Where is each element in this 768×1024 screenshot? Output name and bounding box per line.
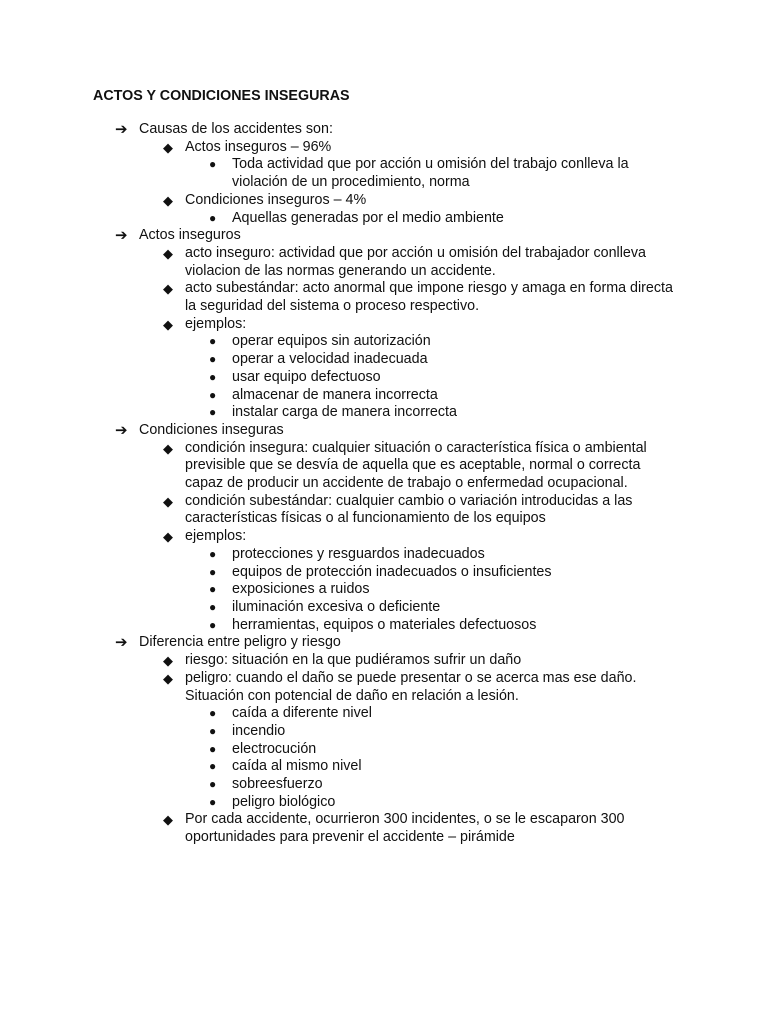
diamond-icon: ◆	[163, 316, 173, 332]
diamond-icon: ◆	[163, 192, 173, 208]
list-item	[0, 245, 768, 280]
detail-item-row	[0, 210, 652, 228]
list-item	[0, 652, 768, 670]
list-item	[0, 528, 768, 634]
detail-item-row	[0, 741, 652, 759]
detail-item	[0, 776, 768, 794]
detail-list	[0, 705, 768, 811]
detail-item-row-text: Aquellas generadas por el medio ambiente	[232, 209, 504, 226]
dot-icon: ●	[209, 157, 217, 172]
dot-icon: ●	[209, 405, 217, 420]
dot-icon: ●	[209, 723, 217, 738]
diamond-icon: ◆	[163, 812, 173, 828]
section-item	[0, 634, 768, 846]
detail-item-row	[0, 156, 652, 191]
detail-item-row-text: protecciones y resguardos inadecuados	[232, 545, 485, 562]
detail-item-row	[0, 546, 652, 564]
list-item-row-text: ejemplos:	[185, 315, 247, 332]
arrow-icon: ➔	[115, 227, 128, 245]
detail-item	[0, 564, 768, 582]
section-heading	[0, 422, 768, 440]
section-heading	[0, 634, 768, 652]
dot-icon: ●	[209, 599, 217, 614]
detail-item-row-text: almacenar de manera incorrecta	[232, 386, 438, 403]
dot-icon: ●	[209, 582, 217, 597]
detail-item	[0, 210, 768, 228]
list-item-row-text: ejemplos:	[185, 528, 247, 545]
detail-item-row	[0, 599, 652, 617]
section-heading-text: Diferencia entre peligro y riesgo	[139, 634, 341, 651]
dot-icon: ●	[209, 777, 217, 792]
detail-item	[0, 351, 768, 369]
detail-item-row	[0, 581, 652, 599]
list-item-row	[0, 192, 675, 210]
list-item-row-text: acto inseguro: actividad que por acción u omisión del trabajador conlleva violacion de las normas generando un accidente.	[185, 244, 646, 279]
dot-icon: ●	[209, 210, 217, 225]
section-heading	[0, 121, 768, 139]
list-item	[0, 139, 768, 192]
list-item-row	[0, 440, 675, 493]
detail-item-row	[0, 369, 652, 387]
dot-icon: ●	[209, 334, 217, 349]
detail-item-row-text: operar equipos sin autorización	[232, 333, 431, 350]
arrow-icon: ➔	[115, 121, 128, 138]
detail-list	[0, 333, 768, 422]
dot-icon: ●	[209, 369, 217, 384]
section-item	[0, 227, 768, 422]
sub-list	[0, 440, 768, 635]
detail-item-row-text: peligro biológico	[232, 793, 336, 810]
sub-list	[0, 139, 768, 228]
list-item	[0, 192, 768, 227]
detail-item-row	[0, 794, 652, 812]
list-item	[0, 440, 768, 493]
diamond-icon: ◆	[163, 245, 173, 261]
list-item-row-text: condición insegura: cualquier situación o característica física o ambiental previsible que se desvía de aquella que es aceptable, normal o correcta capaz de producir un accidente de trabajo o enfermedad ocupacional.	[185, 439, 647, 492]
list-item-row-text: condición subestándar: cualquier cambio o variación introducidas a las características físicas o al funcionamiento de los equipos	[185, 492, 633, 527]
list-item-row-text: acto subestándar: acto anormal que impone riesgo y amaga en forma directa la seguridad del sistema o proceso respectivo.	[185, 280, 673, 315]
list-item-row-text: Actos inseguros – 96%	[185, 138, 332, 155]
dot-icon: ●	[209, 759, 217, 774]
sub-list	[0, 652, 768, 847]
outline-list	[0, 121, 768, 847]
list-item-row-text: Por cada accidente, ocurrieron 300 incidentes, o se le escaparon 300 oportunidades para prevenir el accidente – pirámide	[185, 811, 625, 846]
detail-item-row-text: Toda actividad que por acción u omisión del trabajo conlleva la violación de un procedimiento, norma	[232, 156, 629, 191]
section-heading	[0, 227, 768, 245]
document-title: ACTOS Y CONDICIONES INSEGURAS	[93, 88, 350, 104]
dot-icon: ●	[209, 617, 217, 632]
detail-item-row-text: caída a diferente nivel	[232, 705, 372, 722]
detail-item-row-text: usar equipo defectuoso	[232, 368, 381, 385]
detail-item	[0, 369, 768, 387]
detail-item-row-text: instalar carga de manera incorrecta	[232, 404, 457, 421]
detail-item-row-text: iluminación excesiva o deficiente	[232, 598, 441, 615]
detail-item	[0, 404, 768, 422]
detail-item	[0, 723, 768, 741]
dot-icon: ●	[209, 741, 217, 756]
detail-item	[0, 581, 768, 599]
list-item-row	[0, 245, 675, 280]
diamond-icon: ◆	[163, 440, 173, 456]
detail-item-row	[0, 776, 652, 794]
detail-item-row-text: herramientas, equipos o materiales defectuosos	[232, 616, 537, 633]
detail-item-row-text: electrocución	[232, 740, 317, 757]
detail-item	[0, 546, 768, 564]
diamond-icon: ◆	[163, 281, 173, 297]
detail-item	[0, 741, 768, 759]
detail-item-row	[0, 705, 652, 723]
detail-item-row-text: exposiciones a ruidos	[232, 581, 370, 598]
detail-item	[0, 794, 768, 812]
dot-icon: ●	[209, 794, 217, 809]
list-item-row	[0, 652, 675, 670]
detail-item-row	[0, 723, 652, 741]
dot-icon: ●	[209, 546, 217, 561]
detail-list	[0, 546, 768, 635]
detail-item-row	[0, 404, 652, 422]
section-heading-text: Causas de los accidentes son:	[139, 121, 333, 137]
dot-icon: ●	[209, 387, 217, 402]
detail-item-row	[0, 758, 652, 776]
diamond-icon: ◆	[163, 493, 173, 509]
detail-item-row	[0, 564, 652, 582]
sub-list	[0, 245, 768, 422]
detail-item	[0, 758, 768, 776]
detail-item-row-text: caída al mismo nivel	[232, 758, 362, 775]
detail-item	[0, 599, 768, 617]
arrow-icon: ➔	[115, 634, 128, 652]
detail-item-row-text: operar a velocidad inadecuada	[232, 351, 428, 368]
diamond-icon: ◆	[163, 670, 173, 686]
list-item	[0, 670, 768, 812]
detail-item	[0, 705, 768, 723]
detail-item-row-text: equipos de protección inadecuados o insuficientes	[232, 563, 552, 580]
list-item	[0, 280, 768, 315]
list-item-row	[0, 316, 675, 334]
detail-item	[0, 156, 768, 191]
detail-item-row	[0, 351, 652, 369]
detail-item	[0, 387, 768, 405]
list-item	[0, 493, 768, 528]
detail-item-row	[0, 387, 652, 405]
detail-item-row	[0, 617, 652, 635]
list-item	[0, 811, 768, 846]
diamond-icon: ◆	[163, 653, 173, 669]
section-heading-text: Actos inseguros	[139, 227, 241, 244]
list-item-row	[0, 139, 675, 157]
list-item-row	[0, 811, 675, 846]
detail-item	[0, 333, 768, 351]
section-item	[0, 422, 768, 634]
section-item	[0, 121, 768, 227]
detail-list	[0, 156, 768, 191]
detail-item	[0, 617, 768, 635]
detail-item-row	[0, 333, 652, 351]
detail-item-row-text: sobreesfuerzo	[232, 776, 323, 793]
list-item-row-text: riesgo: situación en la que pudiéramos sufrir un daño	[185, 652, 522, 669]
diamond-icon: ◆	[163, 529, 173, 545]
list-item	[0, 316, 768, 422]
list-item-row	[0, 528, 675, 546]
detail-item-row-text: incendio	[232, 722, 286, 739]
dot-icon: ●	[209, 564, 217, 579]
list-item-row	[0, 670, 675, 705]
list-item-row	[0, 280, 675, 315]
list-item-row-text: peligro: cuando el daño se puede presentar o se acerca mas ese daño. Situación con potencial de daño en relación a lesión.	[185, 669, 637, 704]
list-item-row-text: Condiciones inseguros – 4%	[185, 191, 367, 208]
section-heading-text: Condiciones inseguras	[139, 421, 284, 438]
arrow-icon: ➔	[115, 421, 128, 439]
dot-icon: ●	[209, 352, 217, 367]
dot-icon: ●	[209, 706, 217, 721]
list-item-row	[0, 493, 675, 528]
detail-list	[0, 210, 768, 228]
diamond-icon: ◆	[163, 139, 173, 155]
